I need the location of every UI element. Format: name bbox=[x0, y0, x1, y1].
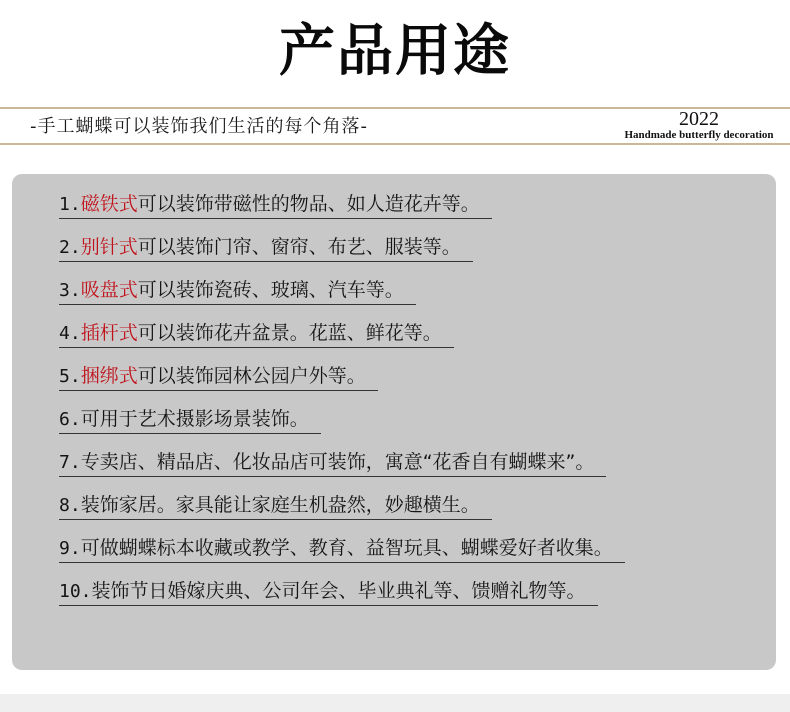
item-text: 可以装饰门帘、窗帘、布艺、服装等。 bbox=[137, 236, 461, 258]
list-item bbox=[59, 317, 625, 360]
item-number: 8. bbox=[59, 495, 81, 516]
list-item bbox=[59, 532, 625, 575]
item-number: 3. bbox=[59, 280, 81, 301]
item-text: 可做蝴蝶标本收藏或教学、教育、益智玩具、蝴蝶爱好者收集。 bbox=[80, 537, 613, 559]
list-item bbox=[59, 274, 625, 317]
item-highlight: 捆绑式 bbox=[80, 365, 138, 387]
usage-list bbox=[59, 188, 625, 618]
item-highlight: 吸盘式 bbox=[80, 279, 138, 301]
item-number: 6. bbox=[59, 409, 81, 430]
item-text: 可用于艺术摄影场景装饰。 bbox=[80, 408, 309, 430]
item-highlight: 别针式 bbox=[80, 236, 138, 258]
item-number: 4. bbox=[59, 323, 81, 344]
banner-year: 2022 bbox=[679, 108, 719, 130]
list-item bbox=[59, 489, 625, 532]
item-text: 可以装饰瓷砖、玻璃、汽车等。 bbox=[137, 279, 404, 301]
item-text: 装饰节日婚嫁庆典、公司年会、毕业典礼等、馈赠礼物等。 bbox=[91, 580, 586, 602]
page-title: 产品用途 bbox=[279, 19, 511, 84]
footer-band bbox=[0, 694, 790, 712]
item-text: 专卖店、精品店、化妆品店可装饰，寓意“花香自有蝴蝶来”。 bbox=[80, 451, 595, 473]
list-item bbox=[59, 360, 625, 403]
item-number: 2. bbox=[59, 237, 81, 258]
item-text: 可以装饰园林公园户外等。 bbox=[137, 365, 366, 387]
banner-subtitle: Handmade butterfly decoration bbox=[624, 129, 774, 141]
slogan-banner bbox=[0, 107, 790, 145]
list-item bbox=[59, 188, 625, 231]
item-number: 1. bbox=[59, 194, 81, 215]
item-text: 可以装饰花卉盆景。花蓝、鲜花等。 bbox=[137, 322, 442, 344]
item-number: 5. bbox=[59, 366, 81, 387]
item-number: 7. bbox=[59, 452, 81, 473]
slogan-text: -手工蝴蝶可以装饰我们生活的每个角落- bbox=[30, 116, 368, 137]
list-item bbox=[59, 446, 625, 489]
list-item bbox=[59, 231, 625, 274]
list-item bbox=[59, 403, 625, 446]
item-number: 10. bbox=[59, 581, 92, 602]
list-item bbox=[59, 575, 625, 618]
item-text: 装饰家居。家具能让家庭生机盎然，妙趣横生。 bbox=[80, 494, 480, 516]
usage-panel bbox=[12, 174, 776, 670]
item-highlight: 磁铁式 bbox=[80, 193, 138, 215]
item-highlight: 插杆式 bbox=[80, 322, 138, 344]
item-number: 9. bbox=[59, 538, 81, 559]
item-text: 可以装饰带磁性的物品、如人造花卉等。 bbox=[137, 193, 480, 215]
banner-badge bbox=[614, 109, 784, 142]
